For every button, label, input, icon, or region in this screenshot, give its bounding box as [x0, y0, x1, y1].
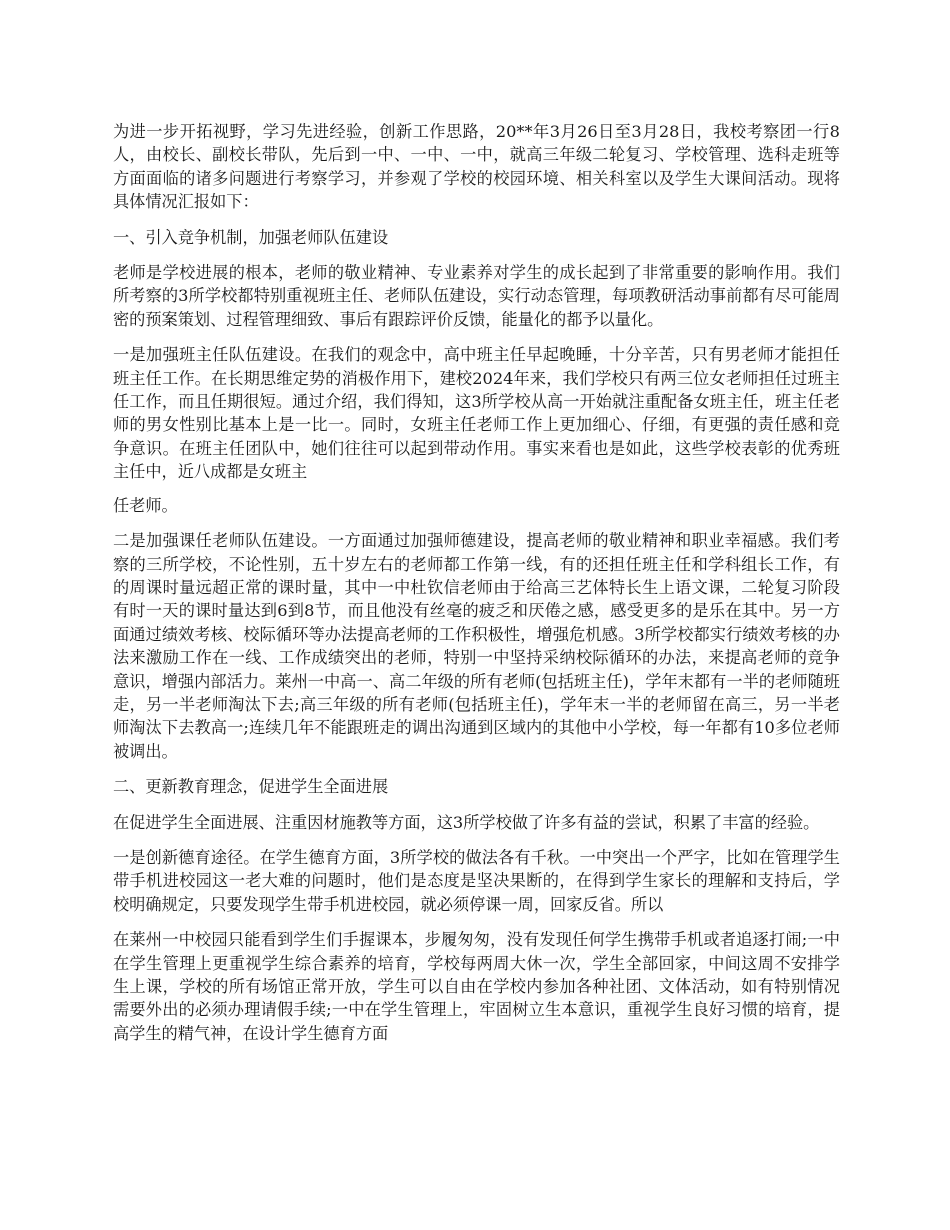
document-body [113, 120, 840, 1057]
intro-paragraph: 为进一步开拓视野，学习先进经验，创新工作思路，20**年3月26日至3月28日，我校考察团一行8人，由校长、副校长带队，先后到一中、一中、一中，就高三年级二轮复习、学校管理、选科走班等方面面临的诸多问题进行考察学习，并参观了学校的校园环境、相关科室以及学生大课间活动。现将具体情况汇报如下： [113, 122, 840, 212]
body-paragraph-continuation: 任老师。 [113, 495, 178, 515]
body-paragraph: 在促进学生全面进展、注重因材施教等方面，这3所学校做了许多有益的尝试，积累了丰富的经验。 [113, 812, 820, 832]
body-paragraph: 一是加强班主任队伍建设。在我们的观念中，高中班主任早起晚睡，十分辛苦，只有男老师才能担任班主任工作。在长期思维定势的消极作用下，建校2024年来，我们学校只有两三位女老师担任过班主任工作，而且任期很短。通过介绍，我们得知，这3所学校从高一开始就注重配备女班主任，班主任老师的男女性别比基本上是一比一。同时，女班主任老师工作上更加细心、仔细，有更强的责任感和竞争意识。在班主任团队中，她们往往可以起到带动作用。事实来看也是如此，这些学校表彰的优秀班主任中，近八成都是女班主 [113, 345, 840, 482]
body-paragraph: 在莱州一中校园只能看到学生们手握课本，步履匆匆，没有发现任何学生携带手机或者追逐打闹;一中在学生管理上更重视学生综合素养的培育，学校每两周大休一次，学生全部回家，中间这周不安排学生上课，学校的所有场馆正常开放，学生可以自由在学校内参加各种社团、文体活动，如有特别情况需要外出的必须办理请假手续;一中在学生管理上，牢固树立生本意识，重视学生良好习惯的培育，提高学生的精气神，在设计学生德育方面 [113, 930, 840, 1043]
section-heading-1: 一、引入竞争机制，加强老师队伍建设 [113, 227, 389, 247]
body-paragraph: 老师是学校进展的根本，老师的敬业精神、专业素养对学生的成长起到了非常重要的影响作用。我们所考察的3所学校都特别重视班主任、老师队伍建设，实行动态管理，每项教研活动事前都有尽可能周密的预案策划、过程管理细致、事后有跟踪评价反馈，能量化的都予以量化。 [113, 263, 840, 329]
body-paragraph: 二是加强课任老师队伍建设。一方面通过加强师德建设，提高老师的敬业精神和职业幸福感。我们考察的三所学校，不论性别，五十岁左右的老师都工作第一线，有的还担任班主任和学科组长工作，有的周课时量远超正常的课时量，其中一中杜钦信老师由于给高三艺体特长生上语文课，二轮复习阶段有时一天的课时量达到6到8节，而且他没有丝毫的疲乏和厌倦之感，感受更多的是乐在其中。另一方面通过绩效考核、校际循环等办法提高老师的工作积极性，增强危机感。3所学校都实行绩效考核的办法来激励工作在一线、工作成绩突出的老师，特别一中坚持采纳校际循环的办法，来提高老师的竞争意识，增强内部活力。莱州一中高一、高二年级的所有老师(包括班主任)，学年末都有一半的老师随班走，另一半老师淘汰下去;高三年级的所有老师(包括班主任)，学年末一半的老师留在高三，另一半老师淘汰下去教高一;连续几年不能跟班走的调出沟通到区域内的其他中小学校，每一年都有10多位老师被调出。 [113, 531, 840, 761]
section-heading-2: 二、更新教育理念，促进学生全面进展 [113, 777, 389, 797]
body-paragraph: 一是创新德育途径。在学生德育方面，3所学校的做法各有千秋。一中突出一个严字，比如在管理学生带手机进校园这一老大难的问题时，他们是态度是坚决果断的，在得到学生家长的理解和支持后，学校明确规定，只要发现学生带手机进校园，就必须停课一周，回家反省。所以 [113, 847, 840, 914]
